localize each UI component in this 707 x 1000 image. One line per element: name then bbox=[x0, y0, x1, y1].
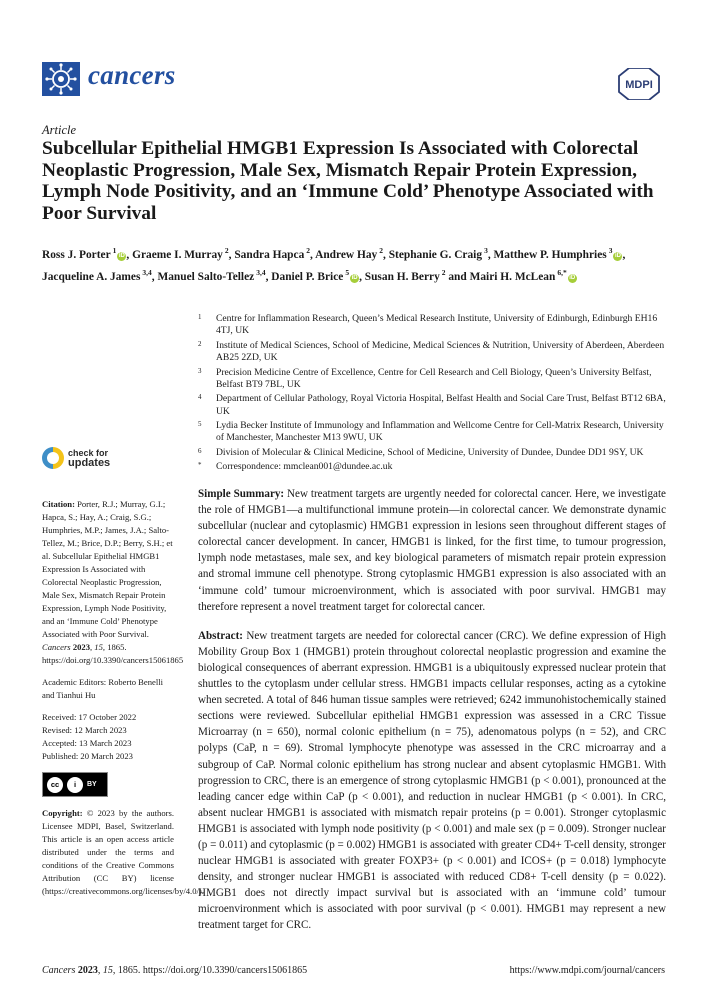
cc-by-license-icon[interactable] bbox=[42, 772, 108, 797]
orcid-icon[interactable]: iD bbox=[569, 274, 576, 281]
check-for-updates-button[interactable] bbox=[42, 447, 132, 471]
simple-summary-label: Simple Summary: bbox=[198, 488, 285, 500]
author-name: Daniel P. Brice bbox=[271, 270, 344, 283]
author-entry[interactable] bbox=[42, 246, 126, 261]
author-entry[interactable] bbox=[157, 267, 266, 283]
author-name: Ross J. Porter bbox=[42, 248, 111, 261]
author-affiliation-ref: 2 bbox=[379, 246, 383, 255]
author-entry[interactable] bbox=[271, 267, 359, 283]
orcid-icon[interactable]: iD bbox=[351, 274, 358, 281]
author-affiliation-ref: 2 bbox=[306, 246, 311, 255]
affiliation-text: Precision Medicine Centre of Excellence, Centre for Cell Research and Cell Biology, Queen’s University Belfast, Belfast BT9 7BL, UK bbox=[216, 366, 652, 390]
citation-text: Porter, R.J.; Murray, G.I.; Hapca, S.; Hay, A.; Craig, S.G.; Humphries, M.P.; James, J.A.; Salto-Tellez, M.; Brice, D.P.; Berry, S.H.; et al. Subcellular Epithelial HMGB1 Expression Is Associated with Colorectal Neoplastic Progression, Male Sex, Mismatch Repair Protein Expression, Lymph Node Positivity, and an ‘Immune Cold’ Phenotype Associated with Poor Survival. bbox=[42, 499, 173, 639]
copyright-text: © 2023 by the authors. Licensee MDPI, Basel, Switzerland. This article is an open access article distributed under the terms and conditions of the Creative Commons Attribution (CC BY) license (https://creativecommons.org/licenses/by/4.0/). bbox=[42, 808, 204, 896]
affiliation-text: Division of Molecular & Clinical Medicine, School of Medicine, University of Dundee, Dundee DD1 9SY, UK bbox=[216, 446, 644, 458]
author-name: Matthew P. Humphries bbox=[493, 248, 607, 261]
date-accepted: Accepted: 13 March 2023 bbox=[42, 738, 132, 748]
author-affiliation-ref: 1 bbox=[112, 246, 117, 255]
cc-by-label: BY bbox=[87, 781, 97, 788]
author-entry[interactable] bbox=[42, 267, 152, 283]
author-name: Graeme I. Murray bbox=[132, 248, 223, 261]
article-title: Subcellular Epithelial HMGB1 Expression Is Associated with Colorectal Neoplastic Progression, Male Sex, Mismatch Repair Protein Expression, Lymph Node Positivity, and an ‘Immune Cold’ Phenotype Associated with Poor Survival bbox=[42, 138, 654, 224]
simple-summary-text: New treatment targets are urgently needed for colorectal cancer. Here, we investigate the role of HMGB1—a multifunctional immune protein—in colorectal cancer. We demonstrate dynamic subcellular (nuclear and cytoplasmic) HMGB1 expression in lesions seen throughout different stages of colorectal cancer development. In cancer, HMGB1 is linked, for the first time, to tumour progression, lymph node metastases, male sex, and key biological parameters of mismatch repair protein expression and stromal immune cell phenotype. Strong cytoplasmic HMGB1 expression is also associated with an ‘immune cold’ tumour microenvironment, which is associated with poor survival. HMGB1 may therefore represent a novel treatment target for colorectal cancer. bbox=[198, 488, 666, 613]
footer-year: 2023 bbox=[77, 965, 98, 976]
check-updates-line2: updates bbox=[68, 457, 111, 469]
author-affiliation-ref: 2 bbox=[441, 267, 446, 277]
abstract-label: Abstract: bbox=[198, 629, 243, 642]
author-entry[interactable] bbox=[388, 246, 488, 261]
author-affiliation-ref: 6,* bbox=[557, 267, 567, 277]
author-affiliation-ref: 5 bbox=[345, 267, 350, 277]
affiliation-number: 2 bbox=[198, 339, 202, 348]
affiliation-item bbox=[198, 447, 668, 459]
affiliation-item bbox=[198, 313, 668, 338]
affiliation-number: 1 bbox=[198, 313, 202, 321]
date-revised: Revised: 12 March 2023 bbox=[42, 725, 127, 735]
footer-volume: 15 bbox=[102, 965, 113, 976]
footer-journal: Cancers bbox=[42, 965, 76, 976]
author-list: Ross J. Porter $^1$iD , Graeme I. Murray $^2$, Sandra Hapca $^2$, Andrew Hay $^2$, Stephanie G. Craig $^3$, Matthew P. Humphries $^3$iD , Jacqueline A. James $^{3,4}$, Manuel Salto-Tellez $^{3,4}$, Daniel P. Brice $^5$iD , Susan H. Berry $^2$ and Mairi H. McLean $^{6,*}$iD bbox=[42, 246, 626, 283]
author-entry[interactable] bbox=[132, 246, 229, 261]
cc-symbol: cc bbox=[47, 777, 63, 793]
author-name: Susan H. Berry bbox=[364, 270, 440, 283]
author-affiliation-ref: 3,4 bbox=[256, 267, 266, 277]
main-text bbox=[198, 486, 666, 947]
check-updates-line1: check for bbox=[68, 448, 109, 458]
affiliation-text: Centre for Inflammation Research, Queen’s Medical Research Institute, University of Edinburgh, Edinburgh EH16 4TJ, UK bbox=[216, 313, 658, 337]
article-type: Article bbox=[42, 123, 77, 137]
simple-summary bbox=[198, 486, 666, 615]
citation-doi-link[interactable]: , 1865. https://doi.org/10.3390/cancers15061865 bbox=[42, 642, 184, 665]
affiliation-number: 4 bbox=[198, 393, 202, 402]
affiliation-item bbox=[198, 367, 668, 392]
affiliation-text: Correspondence: mmclean001@dundee.ac.uk bbox=[216, 461, 393, 473]
author-entry[interactable] bbox=[469, 267, 577, 283]
mdpi-logo-icon[interactable] bbox=[615, 68, 663, 100]
citation-journal: Cancers bbox=[42, 642, 71, 652]
author-affiliation-ref: 3 bbox=[484, 246, 488, 255]
footer-citation: Cancers 2023, 15, 1865. https://doi.org/10.3390/cancers15061865 bbox=[42, 965, 308, 976]
author-affiliation-ref: 2 bbox=[224, 246, 229, 255]
author-name: Mairi H. McLean bbox=[469, 270, 556, 283]
author-name: Manuel Salto-Tellez bbox=[157, 270, 255, 283]
author-name: Andrew Hay bbox=[315, 248, 378, 261]
sidebar bbox=[42, 498, 204, 907]
author-affiliation-ref: 3 bbox=[608, 246, 613, 255]
affiliation-text: Institute of Medical Sciences, School of Medicine, Medical Sciences & Nutrition, University of Aberdeen, Aberdeen AB25 2ZD, UK bbox=[216, 339, 665, 364]
affiliation-number: 3 bbox=[198, 366, 202, 375]
orcid-icon[interactable]: iD bbox=[614, 252, 621, 259]
abstract bbox=[198, 628, 666, 934]
affiliation-item bbox=[198, 340, 668, 365]
check-for-updates-label bbox=[68, 448, 110, 468]
copyright-label: Copyright: bbox=[42, 808, 83, 818]
mdpi-logo-text: MDPI bbox=[625, 79, 653, 91]
affiliation-number: * bbox=[198, 461, 202, 470]
citation-volume: 15 bbox=[94, 642, 103, 652]
author-name: Sandra Hapca bbox=[234, 248, 305, 261]
author-entry[interactable] bbox=[315, 246, 383, 261]
copyright-block bbox=[42, 807, 204, 898]
citation-block: Citation: Porter, R.J.; Murray, G.I.; Hapca, S.; Hay, A.; Craig, S.G.; Humphries, M.P.; James, J.A.; Salto-Tellez, M.; Brice, D.P.; Berry, S.H.; et al. Subcellular Epithelial HMGB1 Expression Is Associated with Colorectal Neoplastic Progression, Male Sex, Mismatch Repair Protein Expression, Lymph Node Positivity, and an ‘Immune Cold’ Phenotype Associated with Poor Survival. Cancers 2023, 15, 1865. https://doi.org/10.3390/cancers15061865 bbox=[42, 499, 184, 665]
author-entry[interactable] bbox=[234, 246, 311, 261]
author-name: Stephanie G. Craig bbox=[388, 248, 483, 261]
author-entry[interactable] bbox=[493, 246, 623, 261]
affiliation-text: Department of Cellular Pathology, Royal Victoria Hospital, Belfast Health and Social Care Trust, Belfast BT12 6BA, UK bbox=[216, 393, 666, 417]
affiliation-number: 6 bbox=[198, 446, 202, 455]
affiliation-item bbox=[198, 461, 668, 473]
footer-doi-link[interactable]: , 1865. https://doi.org/10.3390/cancers15061865 bbox=[112, 965, 308, 976]
affiliation-list bbox=[198, 313, 668, 476]
journal-logo-icon bbox=[42, 62, 80, 96]
affiliation-item bbox=[198, 393, 668, 418]
author-name: Jacqueline A. James bbox=[42, 270, 141, 283]
author-affiliation-ref: 3,4 bbox=[142, 267, 152, 277]
affiliation-item bbox=[198, 420, 668, 445]
citation-label: Citation: bbox=[42, 499, 75, 509]
date-published: Published: 20 March 2023 bbox=[42, 751, 133, 761]
affiliation-text: Lydia Becker Institute of Immunology and Inflammation and Wellcome Centre for Cell-Matrix Research, University of Manchester, Manchester M13 9WU, UK bbox=[216, 420, 664, 444]
journal-name[interactable]: cancers bbox=[88, 60, 176, 90]
check-for-updates-icon bbox=[42, 447, 64, 469]
affiliation-number: 5 bbox=[198, 420, 202, 429]
cc-by-person-symbol: i bbox=[67, 777, 83, 793]
author-entry[interactable] bbox=[364, 267, 446, 283]
orcid-icon[interactable]: iD bbox=[118, 252, 125, 259]
academic-editors: Academic Editors: Roberto Benelli and Tianhui Hu bbox=[42, 677, 163, 700]
abstract-text: New treatment targets are needed for colorectal cancer (CRC). We define expression of High Mobility Group Box 1 (HMGB1) protein throughout colorectal neoplastic progression and examine the biological consequences of aberrant expression. HMGB1 is a ubiquitously expressed nuclear protein that shuttles to the cytoplasm under cellular stress. HMGB1 impacts cellular responses, acting as a cytokine when secreted. A total of 846 human tissue samples were retrieved; 6242 immunohistochemically stained sections were reviewed. Subcellular epithelial HMGB1 expression was assessed in a CRC Tissue Microarray (n = 650), normal colonic epithelium (n = 75), adenomatous polyps (n = 52), and CRC polyps (CaP, n = 69). Stromal lymphocyte phenotype was assessed in the CRC microarray and a subgroup of CaP. Normal colonic epithelium has strong nuclear and absent cytoplasmic HMGB1. With progression to CRC, there is an emergence of strong cytoplasmic HMGB1 (p < 0.001), pronounced at the leading cancer edge within CaP (p < 0.001), and reduction in nuclear HMGB1 (p < 0.001). In CRC, absent nuclear HMGB1 is associated with mismatch repair proteins (p = 0.001). Stronger cytoplasmic HMGB1 is associated with lymph node positivity (p < 0.001) and male sex (p = 0.009). Stronger nuclear (p = 0.011) and cytoplasmic (p = 0.002) HMGB1 is associated with greater CD4+ T-cell density, stronger nuclear HMGB1 is associated with greater FOXP3+ (p < 0.001) and ICOS+ (p = 0.018) lymphocyte density, and stronger nuclear HMGB1 is associated with reduced CD8+ T-cell density (p = 0.022). HMGB1 does not directly impact survival but is associated with an ‘immune cold’ tumour microenvironment which is associated with poor survival (p < 0.001). HMGB1 may represent a new treatment target for CRC. bbox=[198, 629, 666, 932]
citation-year: 2023 bbox=[72, 642, 90, 652]
date-received: Received: 17 October 2022 bbox=[42, 712, 137, 722]
footer-journal-url[interactable]: https://www.mdpi.com/journal/cancers bbox=[509, 965, 665, 976]
